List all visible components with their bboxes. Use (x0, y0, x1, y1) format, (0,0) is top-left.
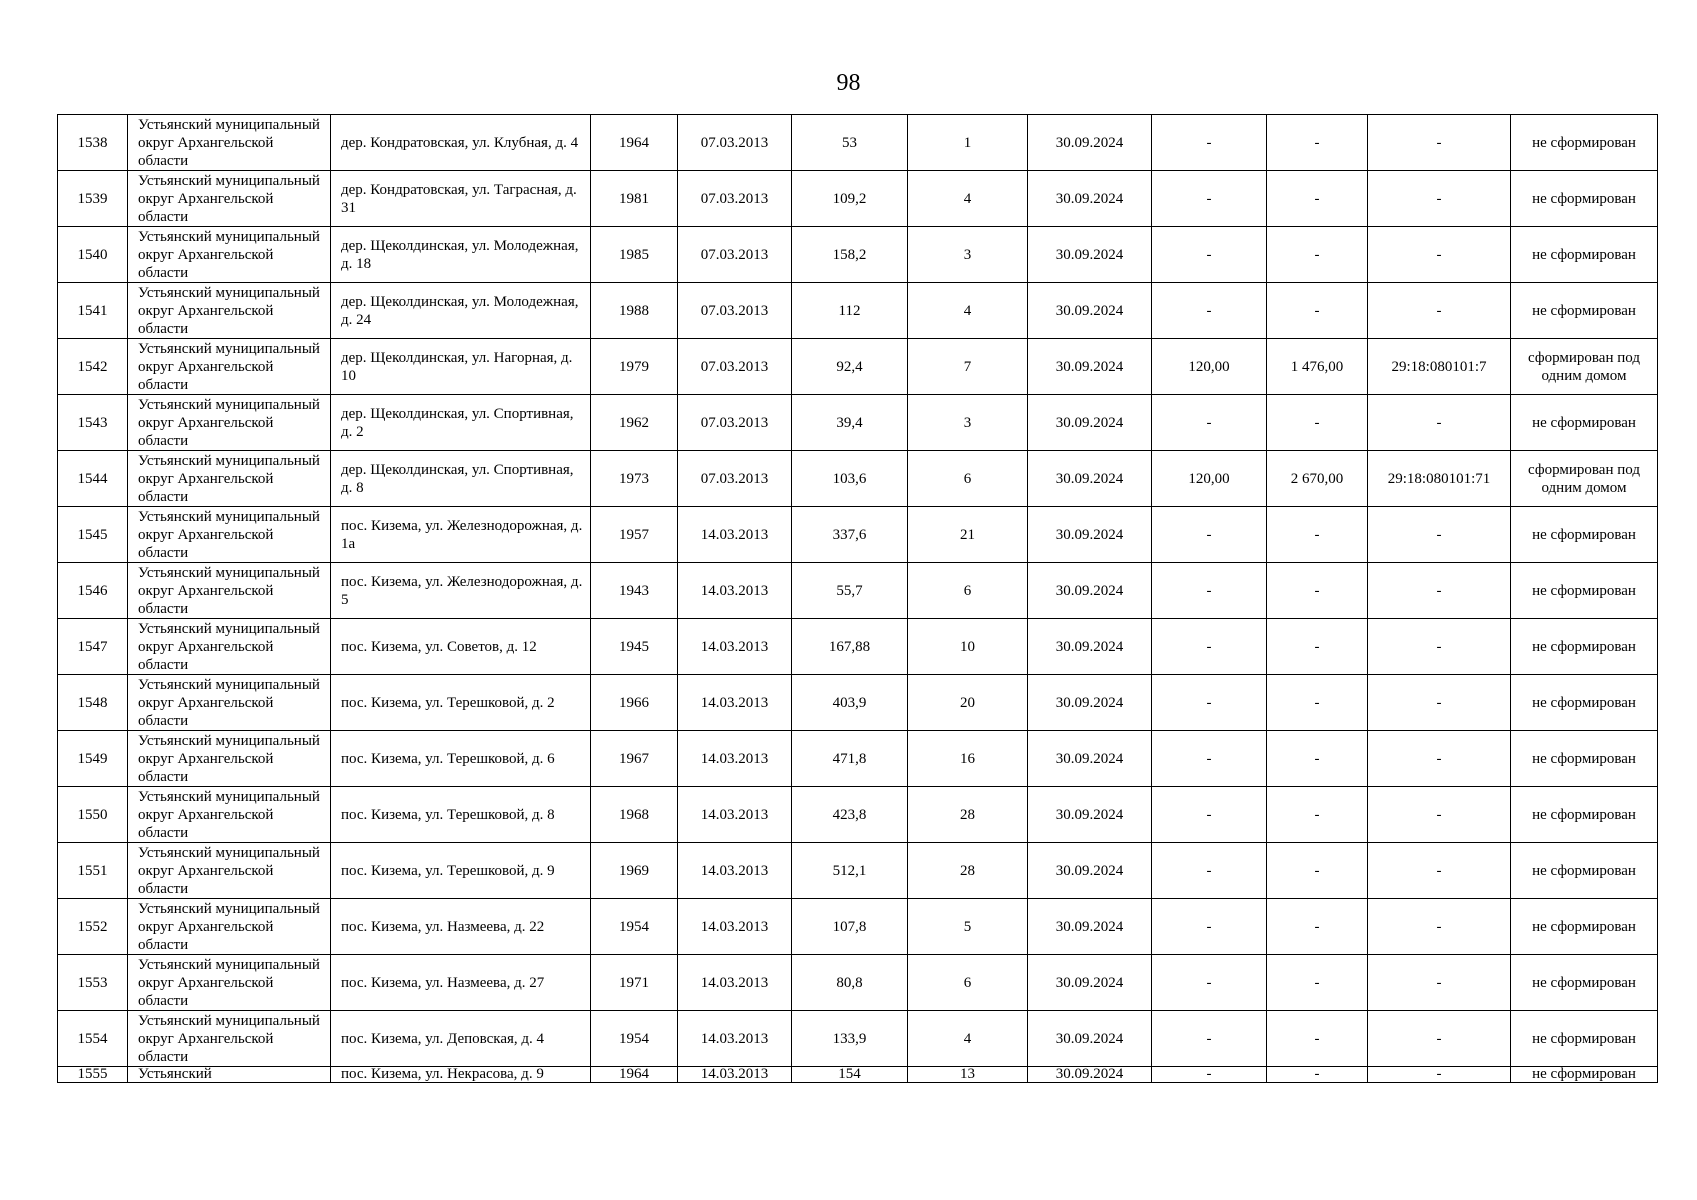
land-area-cell: - (1152, 1067, 1267, 1083)
address-cell: пос. Кизема, ул. Терешковой, д. 9 (331, 843, 591, 899)
residents-cell: 21 (908, 507, 1028, 563)
land-status-cell: не сформирован (1511, 787, 1658, 843)
area-cell: 154 (792, 1067, 908, 1083)
row-number-cell: 1553 (58, 955, 128, 1011)
municipality-cell: Устьянский муниципальный округ Архангельской области (128, 339, 331, 395)
land-area-cell: - (1152, 171, 1267, 227)
residents-cell: 20 (908, 675, 1028, 731)
land-status-cell: не сформирован (1511, 675, 1658, 731)
area-cell: 112 (792, 283, 908, 339)
deadline-cell: 30.09.2024 (1028, 619, 1152, 675)
table-row (58, 227, 1658, 283)
land-area-total-cell: - (1267, 787, 1368, 843)
year-cell: 1985 (591, 227, 678, 283)
table-row (58, 955, 1658, 1011)
residents-cell: 16 (908, 731, 1028, 787)
residents-cell: 1 (908, 115, 1028, 171)
land-area-cell: 120,00 (1152, 451, 1267, 507)
land-status-cell: не сформирован (1511, 283, 1658, 339)
residents-cell: 6 (908, 451, 1028, 507)
year-cell: 1954 (591, 1011, 678, 1067)
land-status-cell: сформирован под одним домом (1511, 339, 1658, 395)
date-cell: 14.03.2013 (678, 1067, 792, 1083)
land-status-cell: не сформирован (1511, 115, 1658, 171)
year-cell: 1964 (591, 115, 678, 171)
land-area-total-cell: - (1267, 395, 1368, 451)
deadline-cell: 30.09.2024 (1028, 563, 1152, 619)
table-row (58, 395, 1658, 451)
deadline-cell: 30.09.2024 (1028, 171, 1152, 227)
cadastral-number-cell: - (1368, 227, 1511, 283)
land-area-cell: - (1152, 787, 1267, 843)
land-area-cell: - (1152, 227, 1267, 283)
residents-cell: 6 (908, 955, 1028, 1011)
land-status-cell: не сформирован (1511, 731, 1658, 787)
cadastral-number-cell: - (1368, 787, 1511, 843)
table-body (58, 115, 1658, 1083)
address-cell: пос. Кизема, ул. Некрасова, д. 9 (331, 1067, 591, 1083)
table-row (58, 787, 1658, 843)
municipality-cell: Устьянский муниципальный округ Архангельской области (128, 115, 331, 171)
row-number-cell: 1554 (58, 1011, 128, 1067)
residents-cell: 4 (908, 1011, 1028, 1067)
land-status-cell: не сформирован (1511, 899, 1658, 955)
land-status-cell: не сформирован (1511, 171, 1658, 227)
land-area-total-cell: - (1267, 283, 1368, 339)
land-area-cell: - (1152, 115, 1267, 171)
land-status-cell: не сформирован (1511, 395, 1658, 451)
deadline-cell: 30.09.2024 (1028, 227, 1152, 283)
address-cell: пос. Кизема, ул. Назмеева, д. 22 (331, 899, 591, 955)
address-cell: дер. Щеколдинская, ул. Спортивная, д. 8 (331, 451, 591, 507)
area-cell: 471,8 (792, 731, 908, 787)
residents-cell: 28 (908, 787, 1028, 843)
land-area-cell: - (1152, 619, 1267, 675)
row-number-cell: 1548 (58, 675, 128, 731)
cadastral-number-cell: - (1368, 675, 1511, 731)
land-area-cell: - (1152, 731, 1267, 787)
address-cell: пос. Кизема, ул. Терешковой, д. 6 (331, 731, 591, 787)
address-cell: пос. Кизема, ул. Железнодорожная, д. 1а (331, 507, 591, 563)
address-cell: пос. Кизема, ул. Железнодорожная, д. 5 (331, 563, 591, 619)
area-cell: 55,7 (792, 563, 908, 619)
date-cell: 07.03.2013 (678, 115, 792, 171)
year-cell: 1971 (591, 955, 678, 1011)
address-cell: пос. Кизема, ул. Деповская, д. 4 (331, 1011, 591, 1067)
municipality-cell: Устьянский муниципальный округ Архангельской области (128, 395, 331, 451)
year-cell: 1954 (591, 899, 678, 955)
cadastral-number-cell: - (1368, 731, 1511, 787)
municipality-cell: Устьянский муниципальный округ Архангельской области (128, 507, 331, 563)
address-cell: пос. Кизема, ул. Терешковой, д. 8 (331, 787, 591, 843)
cadastral-number-cell: - (1368, 283, 1511, 339)
area-cell: 423,8 (792, 787, 908, 843)
deadline-cell: 30.09.2024 (1028, 451, 1152, 507)
cadastral-number-cell: - (1368, 1067, 1511, 1083)
residents-cell: 5 (908, 899, 1028, 955)
municipality-cell: Устьянский муниципальный округ Архангельской области (128, 619, 331, 675)
table-row (58, 619, 1658, 675)
residents-cell: 4 (908, 171, 1028, 227)
table-row (58, 675, 1658, 731)
deadline-cell: 30.09.2024 (1028, 395, 1152, 451)
row-number-cell: 1541 (58, 283, 128, 339)
row-number-cell: 1543 (58, 395, 128, 451)
table-row (58, 731, 1658, 787)
row-number-cell: 1551 (58, 843, 128, 899)
area-cell: 92,4 (792, 339, 908, 395)
year-cell: 1964 (591, 1067, 678, 1083)
deadline-cell: 30.09.2024 (1028, 507, 1152, 563)
date-cell: 14.03.2013 (678, 619, 792, 675)
land-status-cell: не сформирован (1511, 507, 1658, 563)
year-cell: 1973 (591, 451, 678, 507)
land-area-cell: - (1152, 955, 1267, 1011)
row-number-cell: 1549 (58, 731, 128, 787)
table-row (58, 339, 1658, 395)
cadastral-number-cell: 29:18:080101:71 (1368, 451, 1511, 507)
row-number-cell: 1544 (58, 451, 128, 507)
area-cell: 107,8 (792, 899, 908, 955)
land-area-total-cell: - (1267, 619, 1368, 675)
land-area-cell: 120,00 (1152, 339, 1267, 395)
deadline-cell: 30.09.2024 (1028, 731, 1152, 787)
page-number: 98 (836, 70, 861, 96)
row-number-cell: 1550 (58, 787, 128, 843)
deadline-cell: 30.09.2024 (1028, 675, 1152, 731)
land-area-total-cell: - (1267, 731, 1368, 787)
cadastral-number-cell: - (1368, 395, 1511, 451)
address-cell: дер. Щеколдинская, ул. Молодежная, д. 24 (331, 283, 591, 339)
municipality-cell: Устьянский муниципальный округ Архангельской области (128, 1011, 331, 1067)
land-status-cell: не сформирован (1511, 955, 1658, 1011)
area-cell: 403,9 (792, 675, 908, 731)
deadline-cell: 30.09.2024 (1028, 787, 1152, 843)
land-status-cell: не сформирован (1511, 843, 1658, 899)
land-area-cell: - (1152, 675, 1267, 731)
year-cell: 1981 (591, 171, 678, 227)
date-cell: 14.03.2013 (678, 955, 792, 1011)
address-cell: дер. Кондратовская, ул. Тагрaсная, д. 31 (331, 171, 591, 227)
row-number-cell: 1555 (58, 1067, 128, 1083)
cadastral-number-cell: - (1368, 899, 1511, 955)
residents-cell: 10 (908, 619, 1028, 675)
area-cell: 337,6 (792, 507, 908, 563)
year-cell: 1968 (591, 787, 678, 843)
deadline-cell: 30.09.2024 (1028, 843, 1152, 899)
land-status-cell: не сформирован (1511, 1067, 1658, 1083)
date-cell: 14.03.2013 (678, 787, 792, 843)
year-cell: 1945 (591, 619, 678, 675)
table-row (58, 507, 1658, 563)
date-cell: 14.03.2013 (678, 675, 792, 731)
cadastral-number-cell: - (1368, 507, 1511, 563)
cadastral-number-cell: - (1368, 115, 1511, 171)
land-area-total-cell: - (1267, 955, 1368, 1011)
municipality-cell: Устьянский (128, 1067, 331, 1083)
table-row (58, 563, 1658, 619)
land-area-total-cell: - (1267, 843, 1368, 899)
year-cell: 1988 (591, 283, 678, 339)
date-cell: 07.03.2013 (678, 395, 792, 451)
land-area-total-cell: - (1267, 899, 1368, 955)
land-area-total-cell: - (1267, 1011, 1368, 1067)
date-cell: 14.03.2013 (678, 731, 792, 787)
address-cell: дер. Щеколдинская, ул. Молодежная, д. 18 (331, 227, 591, 283)
address-cell: пос. Кизема, ул. Советов, д. 12 (331, 619, 591, 675)
residents-cell: 3 (908, 227, 1028, 283)
land-area-total-cell: - (1267, 171, 1368, 227)
date-cell: 14.03.2013 (678, 899, 792, 955)
year-cell: 1969 (591, 843, 678, 899)
land-area-total-cell: - (1267, 1067, 1368, 1083)
date-cell: 07.03.2013 (678, 171, 792, 227)
municipality-cell: Устьянский муниципальный округ Архангельской области (128, 227, 331, 283)
residents-cell: 13 (908, 1067, 1028, 1083)
row-number-cell: 1538 (58, 115, 128, 171)
land-status-cell: сформирован под одним домом (1511, 451, 1658, 507)
residents-cell: 7 (908, 339, 1028, 395)
land-area-total-cell: - (1267, 115, 1368, 171)
residents-cell: 6 (908, 563, 1028, 619)
address-cell: дер. Щеколдинская, ул. Спортивная, д. 2 (331, 395, 591, 451)
residents-cell: 3 (908, 395, 1028, 451)
address-cell: дер. Кондратовская, ул. Клубная, д. 4 (331, 115, 591, 171)
area-cell: 103,6 (792, 451, 908, 507)
date-cell: 07.03.2013 (678, 339, 792, 395)
cadastral-number-cell: - (1368, 843, 1511, 899)
address-cell: пос. Кизема, ул. Терешковой, д. 2 (331, 675, 591, 731)
municipality-cell: Устьянский муниципальный округ Архангельской области (128, 843, 331, 899)
area-cell: 109,2 (792, 171, 908, 227)
area-cell: 39,4 (792, 395, 908, 451)
land-area-cell: - (1152, 563, 1267, 619)
year-cell: 1962 (591, 395, 678, 451)
row-number-cell: 1545 (58, 507, 128, 563)
land-area-total-cell: - (1267, 675, 1368, 731)
land-status-cell: не сформирован (1511, 563, 1658, 619)
cadastral-number-cell: - (1368, 955, 1511, 1011)
area-cell: 53 (792, 115, 908, 171)
row-number-cell: 1539 (58, 171, 128, 227)
cadastral-number-cell: - (1368, 1011, 1511, 1067)
cadastral-number-cell: - (1368, 619, 1511, 675)
deadline-cell: 30.09.2024 (1028, 1011, 1152, 1067)
year-cell: 1957 (591, 507, 678, 563)
address-cell: пос. Кизема, ул. Назмеева, д. 27 (331, 955, 591, 1011)
area-cell: 512,1 (792, 843, 908, 899)
date-cell: 07.03.2013 (678, 283, 792, 339)
area-cell: 158,2 (792, 227, 908, 283)
deadline-cell: 30.09.2024 (1028, 115, 1152, 171)
row-number-cell: 1546 (58, 563, 128, 619)
date-cell: 07.03.2013 (678, 227, 792, 283)
residents-cell: 28 (908, 843, 1028, 899)
date-cell: 14.03.2013 (678, 507, 792, 563)
date-cell: 14.03.2013 (678, 563, 792, 619)
residents-cell: 4 (908, 283, 1028, 339)
year-cell: 1966 (591, 675, 678, 731)
land-area-cell: - (1152, 843, 1267, 899)
land-area-cell: - (1152, 507, 1267, 563)
land-area-total-cell: - (1267, 563, 1368, 619)
row-number-cell: 1547 (58, 619, 128, 675)
table-row (58, 1011, 1658, 1067)
land-status-cell: не сформирован (1511, 1011, 1658, 1067)
cadastral-number-cell: - (1368, 171, 1511, 227)
municipality-cell: Устьянский муниципальный округ Архангельской области (128, 955, 331, 1011)
deadline-cell: 30.09.2024 (1028, 955, 1152, 1011)
land-status-cell: не сформирован (1511, 227, 1658, 283)
deadline-cell: 30.09.2024 (1028, 339, 1152, 395)
table-row (58, 1067, 1658, 1083)
municipality-cell: Устьянский муниципальный округ Архангельской области (128, 899, 331, 955)
year-cell: 1967 (591, 731, 678, 787)
municipality-cell: Устьянский муниципальный округ Архангельской области (128, 675, 331, 731)
row-number-cell: 1542 (58, 339, 128, 395)
land-status-cell: не сформирован (1511, 619, 1658, 675)
municipality-cell: Устьянский муниципальный округ Архангельской области (128, 731, 331, 787)
land-area-total-cell: - (1267, 227, 1368, 283)
municipality-cell: Устьянский муниципальный округ Архангельской области (128, 171, 331, 227)
land-area-total-cell: - (1267, 507, 1368, 563)
land-area-total-cell: 1 476,00 (1267, 339, 1368, 395)
deadline-cell: 30.09.2024 (1028, 899, 1152, 955)
area-cell: 80,8 (792, 955, 908, 1011)
land-area-cell: - (1152, 395, 1267, 451)
area-cell: 167,88 (792, 619, 908, 675)
row-number-cell: 1540 (58, 227, 128, 283)
municipality-cell: Устьянский муниципальный округ Архангельской области (128, 283, 331, 339)
cadastral-number-cell: 29:18:080101:7 (1368, 339, 1511, 395)
table-row (58, 451, 1658, 507)
area-cell: 133,9 (792, 1011, 908, 1067)
address-cell: дер. Щеколдинская, ул. Нагорная, д. 10 (331, 339, 591, 395)
cadastral-number-cell: - (1368, 563, 1511, 619)
table-row (58, 115, 1658, 171)
deadline-cell: 30.09.2024 (1028, 283, 1152, 339)
date-cell: 14.03.2013 (678, 1011, 792, 1067)
table-row (58, 171, 1658, 227)
municipality-cell: Устьянский муниципальный округ Архангельской области (128, 563, 331, 619)
date-cell: 14.03.2013 (678, 843, 792, 899)
year-cell: 1943 (591, 563, 678, 619)
date-cell: 07.03.2013 (678, 451, 792, 507)
land-area-total-cell: 2 670,00 (1267, 451, 1368, 507)
table-row (58, 899, 1658, 955)
municipality-cell: Устьянский муниципальный округ Архангельской области (128, 787, 331, 843)
year-cell: 1979 (591, 339, 678, 395)
table-row (58, 283, 1658, 339)
housing-register-table (57, 114, 1658, 1083)
land-area-cell: - (1152, 1011, 1267, 1067)
table-row (58, 843, 1658, 899)
land-area-cell: - (1152, 283, 1267, 339)
municipality-cell: Устьянский муниципальный округ Архангельской области (128, 451, 331, 507)
land-area-cell: - (1152, 899, 1267, 955)
deadline-cell: 30.09.2024 (1028, 1067, 1152, 1083)
row-number-cell: 1552 (58, 899, 128, 955)
